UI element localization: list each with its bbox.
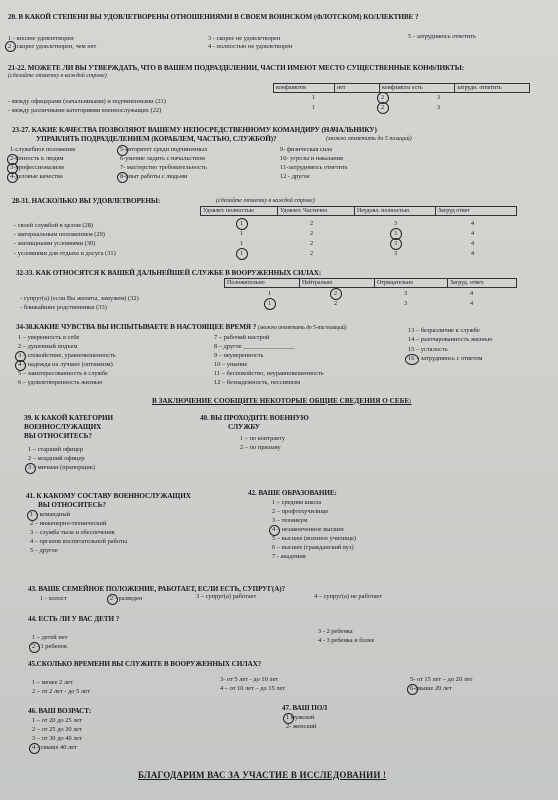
q41-option-1[interactable]: 1 – командный xyxy=(30,511,71,518)
q31-row-label: - условиями для отдыха и досуга (31) xyxy=(14,250,116,257)
q31-value-2[interactable]: 2 xyxy=(310,250,314,257)
q34-option-11[interactable]: 11 – беспокойство, неуравновешенность xyxy=(214,370,324,377)
q23-option-9[interactable]: 9- физическая сила xyxy=(280,146,333,153)
q45-title: 45.СКОЛЬКО ВРЕМЕНИ ВЫ СЛУЖИТЕ В ВООРУЖЕННЫХ СИЛАХ? xyxy=(28,660,262,668)
answer-circle xyxy=(269,525,280,536)
answer-circle xyxy=(283,713,294,724)
answer-circle xyxy=(5,41,16,52)
thanks-footer: БЛАГОДАРИМ ВАС ЗА УЧАСТИЕ В ИССЛЕДОВАНИИ ! xyxy=(138,770,387,780)
answer-circle xyxy=(390,238,402,250)
q47-title: 47. ВАШ ПОЛ xyxy=(282,704,328,712)
q21-row-label: - между офицерами (начальниками) и подчиненными (21) xyxy=(8,98,166,105)
q42-option-1[interactable]: 1 – средняя школа xyxy=(272,499,322,506)
q30-value-3[interactable]: 3 xyxy=(394,240,398,247)
answer-circle xyxy=(405,354,419,365)
answer-circle xyxy=(15,360,26,371)
q30-value-2[interactable]: 2 xyxy=(310,240,314,247)
q28-row-label: - своей службой в целом (28) xyxy=(14,222,94,229)
q40-title-line2: СЛУЖБУ xyxy=(228,423,260,431)
q23-27-title-line1: 23-27. КАКИЕ КАЧЕСТВА ПОЗВОЛЯЮТ ВАШЕМУ НЕПОСРЕДСТВЕННОМУ КОМАНДИРУ (НАЧАЛЬНИКУ) xyxy=(12,126,377,134)
q40-option-1[interactable]: 1 – по контракту xyxy=(240,435,286,442)
q33-value-2[interactable]: 2 xyxy=(334,300,338,307)
q39-option-2[interactable]: 2 – младший офицер xyxy=(28,455,85,462)
q46-option-4[interactable]: 4 - свыше 40 лет xyxy=(32,744,77,751)
q39-title-line3: ВЫ ОТНОСИТЕСЬ? xyxy=(24,432,92,440)
q29-value-4[interactable]: 4 xyxy=(471,230,475,237)
q34-option-9[interactable]: 9 – неуверенность xyxy=(214,352,264,359)
q23-option-10[interactable]: 10- угрозы и наказания xyxy=(280,155,343,162)
q34-option-1[interactable]: 1 – уверенность в себе xyxy=(18,334,80,341)
q32-row-label: - супруг(а) (если Вы женаты, замужем) (32) xyxy=(20,295,139,302)
answer-circle xyxy=(27,510,38,521)
q46-option-2[interactable]: 2 – от 25 до 30 лет xyxy=(32,726,82,733)
q34-option-12[interactable]: 12 – безнадежность, пессимизм xyxy=(214,379,301,386)
q32-value-4[interactable]: 4 xyxy=(470,290,474,297)
q45-option-5[interactable]: 5- от 15 лет – до 20 лет xyxy=(410,676,473,683)
q28-value-2[interactable]: 2 xyxy=(310,220,314,227)
q43-option-4[interactable]: 4 – супруг(а) не работает xyxy=(314,593,383,600)
q20-option-5[interactable]: 5 - затрудняюсь ответить xyxy=(408,33,476,40)
q33-row-label: - ближайшие родственники (33) xyxy=(20,304,107,311)
col-header: конфликтов xyxy=(274,84,335,93)
q21-22-title: 21-22. МОЖЕТЕ ЛИ ВЫ УТВЕРЖДАТЬ, ЧТО В ВАШЕМ ПОДРАЗДЕЛЕНИИ, ЧАСТИ ИМЕЮТ МЕСТО СУЩЕСТВЕННЫЕ КОНФЛИКТЫ: xyxy=(8,64,465,72)
q29-row-label: - материальным положением (29) xyxy=(14,231,105,238)
q30-value-4[interactable]: 4 xyxy=(471,240,475,247)
q28-31-header-grid xyxy=(200,206,517,216)
q44-option-1[interactable]: 1 – детей нет xyxy=(32,634,68,641)
section-header: В ЗАКЛЮЧЕНИЕ СООБЩИТЕ НЕКОТОРЫЕ ОБЩИЕ СВЕДЕНИЯ О СЕБЕ: xyxy=(152,397,412,405)
q44-title: 44. ЕСТЬ ЛИ У ВАС ДЕТИ ? xyxy=(28,615,120,623)
q45-option-1[interactable]: 1 – менее 2 лет xyxy=(32,679,73,686)
q34-option-5[interactable]: 5 – заинтересованность в службе xyxy=(18,370,108,377)
q43-title: 43. ВАШЕ СЕМЕЙНОЕ ПОЛОЖЕНИЕ, РАБОТАЕТ, ЕСЛИ ЕСТЬ, СУПРУГ(А)? xyxy=(28,585,286,593)
q32-33-title: 32-33. КАК ОТНОСЯТСЯ К ВАШЕЙ ДАЛЬНЕЙШЕЙ СЛУЖБЕ В ВООРУЖЕННЫХ СИЛАХ: xyxy=(16,269,322,277)
q30-value-1[interactable]: 1 xyxy=(240,240,244,247)
q42-option-6[interactable]: 6 – высшее (гражданский вуз) xyxy=(272,544,354,551)
q22-value-3[interactable]: 3 xyxy=(437,104,441,111)
q42-option-5[interactable]: 5 – высшее (военное училище) xyxy=(272,535,357,542)
q32-value-2[interactable]: 2 xyxy=(334,290,338,297)
q23-option-6[interactable]: 6-умение ладить с начальством xyxy=(120,155,205,162)
col-header: затрудн. ответить xyxy=(455,84,530,93)
col-header: Положительно xyxy=(225,279,300,288)
col-header: Удовлет. полностью xyxy=(201,207,278,216)
q23-option-8[interactable]: 8-опыт работы с людьми xyxy=(120,173,188,180)
q39-option-3[interactable]: 3 – мичман (прапорщик) xyxy=(28,464,95,471)
answer-circle xyxy=(377,102,389,114)
q34-38-title: 34-38.КАКИЕ ЧУВСТВА ВЫ ИСПЫТЫВАЕТЕ В НАСТОЯЩЕЕ ВРЕМЯ ? (можно отметить до 5-ти позиций) xyxy=(16,323,347,331)
q34-option-14[interactable]: 14 – разочарованность жизнью xyxy=(408,336,493,343)
q45-option-3[interactable]: 3- от 5 лет - до 10 лет xyxy=(220,676,279,683)
q41-option-3[interactable]: 3 – служба тыла и обеспечения xyxy=(30,529,115,536)
q46-option-1[interactable]: 1 – от 20 до 25 лет xyxy=(32,717,82,724)
q29-value-3[interactable]: 3 xyxy=(394,230,398,237)
answer-circle xyxy=(330,288,342,300)
q21-22-header-grid xyxy=(273,83,530,93)
q34-option-15[interactable]: 15 – усталость xyxy=(408,346,448,353)
q34-option-2[interactable]: 2 – душевный подъем xyxy=(18,343,78,350)
q20-title: 20. В КАКОЙ СТЕПЕНИ ВЫ УДОВЛЕТВОРЕНЫ ОТНОШЕНИЯМИ В СВОЕМ ВОИНСКОМ (ФЛОТСКОМ) КОЛЛЕКТИВЕ ? xyxy=(8,13,419,21)
q22-row-label: - между различными категориями военнослужащих (22) xyxy=(8,107,162,114)
q34-option-10[interactable]: 10 – уныние xyxy=(214,361,248,368)
q28-value-1[interactable]: 1 xyxy=(240,220,244,227)
q32-value-1[interactable]: 1 xyxy=(268,290,272,297)
q42-option-3[interactable]: 3 – техникум xyxy=(272,517,308,524)
q21-value-3[interactable]: 3 xyxy=(437,94,441,101)
q31-value-1[interactable]: 1 xyxy=(240,250,244,257)
q30-row-label: - жилищными условиями (30) xyxy=(14,240,96,247)
q45-option-6[interactable]: 6-свыше 20 лет xyxy=(410,685,452,692)
col-header: Затруд ответ xyxy=(436,207,517,216)
q20-option-1[interactable]: 1 - вполне удовлетворен xyxy=(8,35,74,42)
q23-option-2[interactable]: 2-близость к людям xyxy=(10,155,64,162)
col-header: Неудовл. полностью. xyxy=(355,207,436,216)
answer-circle xyxy=(236,218,248,230)
q28-value-3[interactable]: 3 xyxy=(394,220,398,227)
answer-circle xyxy=(407,684,418,695)
answer-circle xyxy=(29,642,40,653)
q41-title-line1: 41. К КАКОМУ СОСТАВУ ВОЕННОСЛУЖАЩИХ xyxy=(26,492,191,500)
q23-27-note: (можно отметить до 5 позиций) xyxy=(326,136,412,142)
q47-option-1[interactable]: 1 мужской xyxy=(286,714,315,721)
q40-option-2[interactable]: 2 – по призыву xyxy=(240,444,281,451)
q45-option-2[interactable]: 2 – от 2 лет - до 5 лет xyxy=(32,688,90,695)
col-header: Удовлет. Частично xyxy=(278,207,355,216)
q20-option-3[interactable]: 3 - скорее не удовлетворен xyxy=(208,35,281,42)
q42-title: 42. ВАШЕ ОБРАЗОВАНИЕ: xyxy=(248,489,337,497)
q46-title: 46. ВАШ ВОЗРАСТ: xyxy=(28,707,92,715)
q32-value-3[interactable]: 3 xyxy=(404,290,408,297)
q23-option-1[interactable]: 1-служебное положение xyxy=(10,146,76,153)
q23-option-4[interactable]: 4-деловые качества xyxy=(10,173,63,180)
q44-option-4[interactable]: 4 - 3 ребенка и более xyxy=(318,637,375,644)
q34-option-3[interactable]: 3 – спокойствие, уравновешенность xyxy=(18,352,116,359)
q39-title-line1: 39. К КАКОЙ КАТЕГОРИИ xyxy=(24,414,114,422)
q43-option-1[interactable]: 1 - холост xyxy=(40,595,67,602)
q43-option-3[interactable]: 3 – супруг(а) работает xyxy=(196,593,257,600)
q40-title-line1: 40. ВЫ ПРОХОДИТЕ ВОЕННУЮ xyxy=(200,414,309,422)
q23-option-3[interactable]: 3-профессионализм xyxy=(10,164,64,171)
q21-value-2[interactable]: 2 xyxy=(381,94,385,101)
q21-value-1[interactable]: 1 xyxy=(312,94,316,101)
q41-title-line2: ВЫ ОТНОСИТЕСЬ? xyxy=(38,501,106,509)
q23-option-12[interactable]: 12 - другое xyxy=(280,173,310,180)
q33-value-3[interactable]: 3 xyxy=(404,300,408,307)
q42-option-2[interactable]: 2 – профтехучилище xyxy=(272,508,329,515)
q34-option-16[interactable]: 16 – затрудняюсь с ответом xyxy=(408,355,483,362)
q41-option-4[interactable]: 4 – органов воспитательной работы xyxy=(30,538,128,545)
q23-option-5[interactable]: 5-авторитет среди подчиненных xyxy=(120,146,208,153)
q46-option-3[interactable]: 3 – от 30 до 40 лет xyxy=(32,735,82,742)
col-header: Затруд. ответ. xyxy=(448,279,517,288)
q33-value-1[interactable]: 1 xyxy=(268,300,272,307)
q39-title-line2: ВОЕННОСЛУЖАЩИХ xyxy=(24,423,102,431)
q34-option-4[interactable]: 4 – надежда на лучшее (оптимизм) xyxy=(18,361,113,368)
q23-option-11[interactable]: 11-затрудняюсь ответить xyxy=(280,164,348,171)
q31-value-4[interactable]: 4 xyxy=(471,250,475,257)
q28-31-note: (сделайте отметку в каждой строке) xyxy=(216,198,315,204)
answer-circle xyxy=(117,172,128,183)
q42-option-7[interactable]: 7 - академия xyxy=(272,553,306,560)
answer-circle xyxy=(25,463,36,474)
q23-option-7[interactable]: 7- мастерство требовательность xyxy=(120,164,207,171)
q34-option-7[interactable]: 7 – рабочий настрой xyxy=(214,334,270,341)
q22-value-1[interactable]: 1 xyxy=(312,104,316,111)
q44-option-2[interactable]: 2 - 1 ребенок xyxy=(32,643,68,650)
q39-option-1[interactable]: 1 – старший офицер xyxy=(28,446,83,453)
q29-value-2[interactable]: 2 xyxy=(310,230,314,237)
col-header: нет xyxy=(335,84,380,93)
q31-value-3[interactable]: 3 xyxy=(394,250,398,257)
q44-option-3[interactable]: 3 - 2 ребенка xyxy=(318,628,353,635)
q20-option-2[interactable]: 2 - скорее удовлетворен, чем нет xyxy=(8,43,97,50)
q28-value-4[interactable]: 4 xyxy=(471,220,475,227)
q28-31-title: 28-31. НАСКОЛЬКО ВЫ УДОВЛЕТВОРЕНЫ: xyxy=(12,197,161,205)
q32-33-header-grid xyxy=(224,278,517,288)
answer-circle xyxy=(117,145,128,156)
q34-option-13[interactable]: 13 – безразличие к службе xyxy=(408,327,480,334)
q34-option-6[interactable]: 6 – удовлетворенность жизнью xyxy=(18,379,103,386)
q21-22-note: (сделайте отметку в каждой строке) xyxy=(8,73,107,79)
q43-option-2[interactable]: 2 - разведен xyxy=(110,595,143,602)
q42-option-4[interactable]: 4 – незаконченное высшее xyxy=(272,526,345,533)
answer-circle xyxy=(107,594,118,605)
q29-value-1[interactable]: 1 xyxy=(240,230,244,237)
q23-27-title-line2: УПРАВЛЯТЬ ПОДРАЗДЕЛЕНИЕМ (КОРАБЛЕМ, ЧАСТЬЮ, СЛУЖБОЙ)? xyxy=(36,135,277,143)
answer-circle xyxy=(264,298,276,310)
answer-circle xyxy=(29,743,40,754)
q47-option-2[interactable]: 2- женский xyxy=(286,723,317,730)
q20-option-4[interactable]: 4 - полностью не удовлетворен xyxy=(208,43,293,50)
q22-value-2[interactable]: 2 xyxy=(381,104,385,111)
col-header: Отрицательно xyxy=(375,279,448,288)
q33-value-4[interactable]: 4 xyxy=(470,300,474,307)
q34-option-8[interactable]: 8 – другое ________________ xyxy=(214,343,295,350)
col-header: Нейтрально xyxy=(300,279,375,288)
col-header: конфликты есть xyxy=(380,84,455,93)
answer-circle xyxy=(7,172,18,183)
q45-option-4[interactable]: 4 – от 10 лет – до 15 лет xyxy=(220,685,286,692)
answer-circle xyxy=(236,248,248,260)
q41-option-2[interactable]: 2 – инженерно-технический xyxy=(30,520,107,527)
q41-option-5[interactable]: 5 – другое xyxy=(30,547,58,554)
